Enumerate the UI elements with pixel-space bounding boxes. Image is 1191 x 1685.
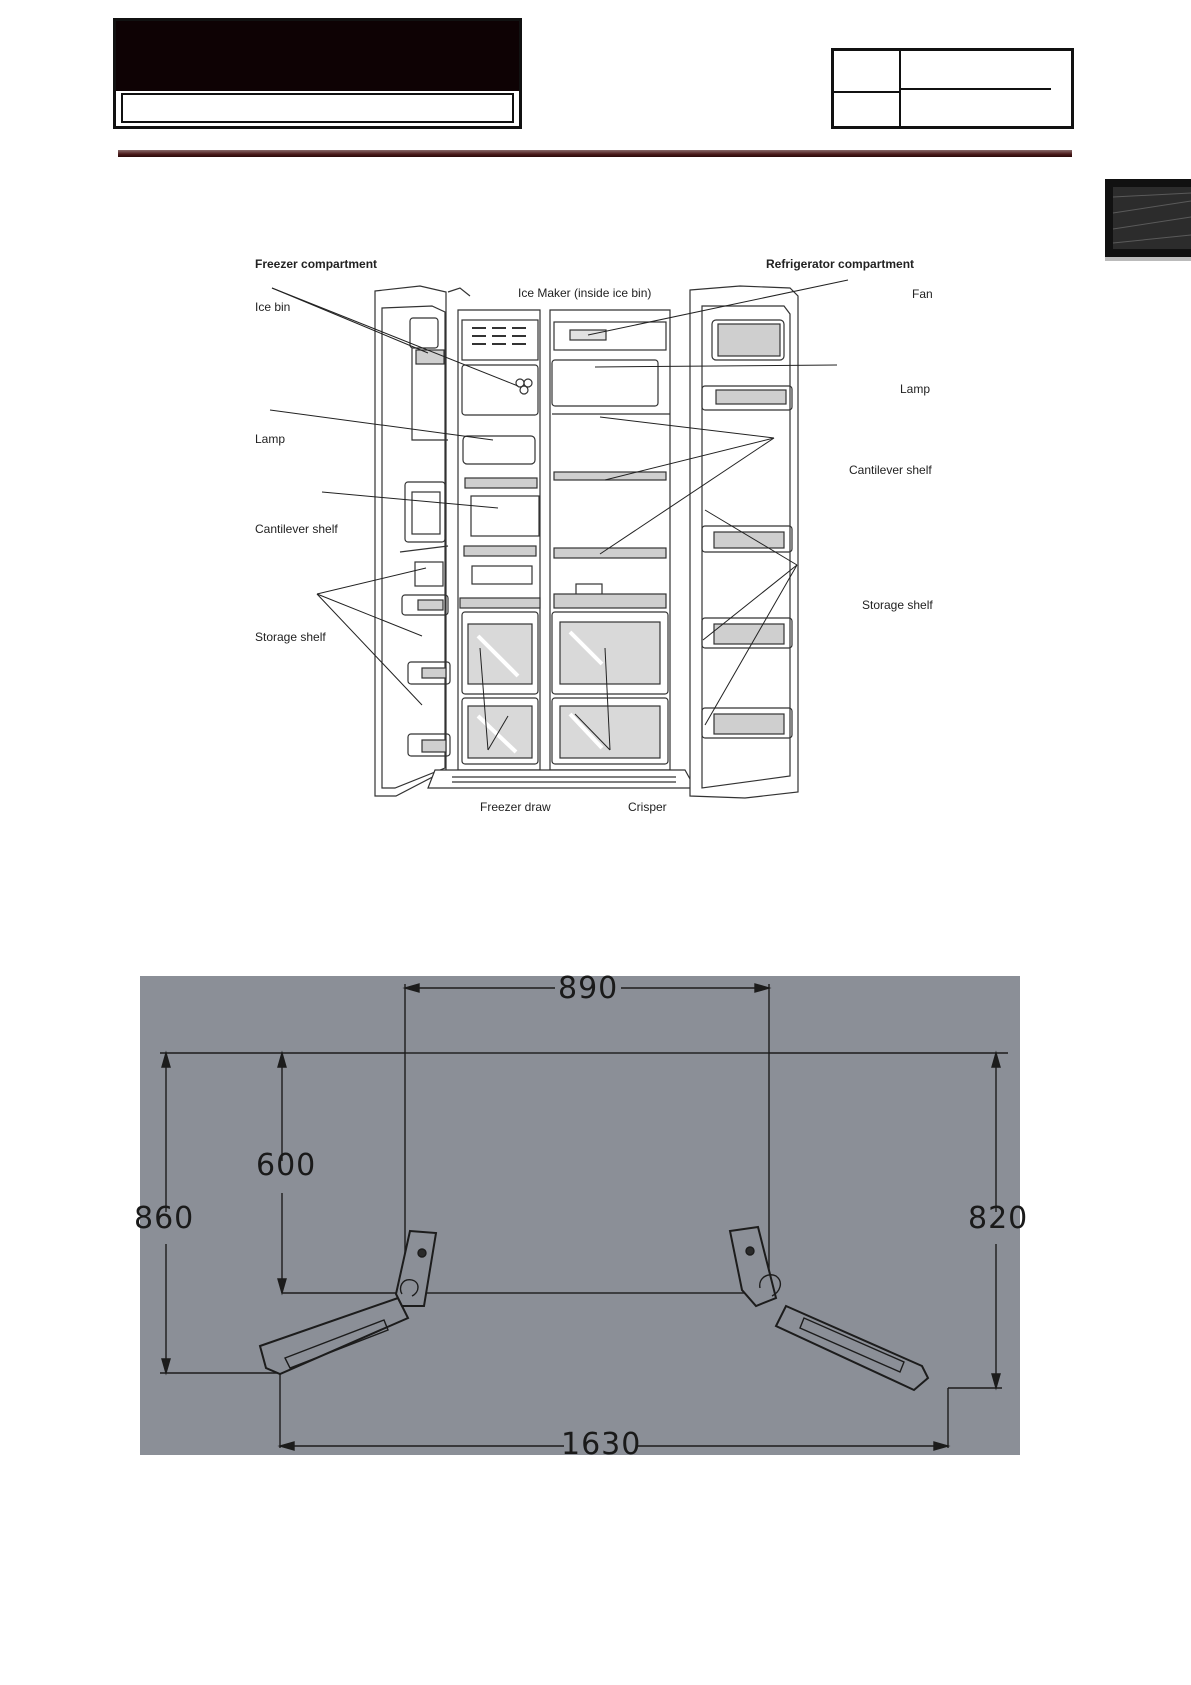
depth-dimension-value: 600 (256, 1148, 317, 1183)
lamp-right-label: Lamp (900, 382, 931, 396)
section-side-tab-thumbnail (1113, 187, 1191, 249)
header-subtitle-strip (121, 93, 514, 123)
fridge-illustration (250, 250, 940, 830)
clearance-dimension-drawing (134, 971, 1029, 1462)
refrigerator-compartment-label: Refrigerator compartment (766, 257, 915, 271)
ice-maker-label: Ice Maker (inside ice bin) (518, 286, 652, 300)
freezer-draw-label: Freezer draw (480, 800, 551, 814)
right-total-depth-value: 820 (968, 1201, 1029, 1236)
dimension-lines (140, 971, 1020, 1455)
header-rule (118, 150, 1072, 157)
crisper-label: Crisper (628, 800, 667, 814)
document-info-row-divider (834, 91, 899, 93)
section-side-tab-shadow (1105, 257, 1191, 261)
cantilever-shelf-left-label: Cantilever shelf (255, 522, 338, 536)
storage-shelf-right-label: Storage shelf (862, 598, 933, 612)
storage-shelf-left-label: Storage shelf (255, 630, 326, 644)
document-info-value-line (901, 88, 1051, 90)
section-side-tab (1105, 179, 1191, 257)
document-info-box (831, 48, 1074, 129)
header-title-block (113, 18, 522, 129)
freezer-compartment-label: Freezer compartment (255, 257, 378, 271)
header-title-band (116, 21, 519, 91)
ice-bin-label: Ice bin (255, 300, 291, 314)
lamp-left-label: Lamp (255, 432, 286, 446)
fridge-interior-diagram (250, 250, 940, 830)
open-width-dimension-value: 1630 (561, 1427, 642, 1462)
width-dimension-value: 890 (558, 971, 619, 1006)
left-total-depth-value: 860 (134, 1201, 195, 1236)
cantilever-shelf-right-label: Cantilever shelf (849, 463, 932, 477)
fan-label: Fan (912, 287, 933, 301)
